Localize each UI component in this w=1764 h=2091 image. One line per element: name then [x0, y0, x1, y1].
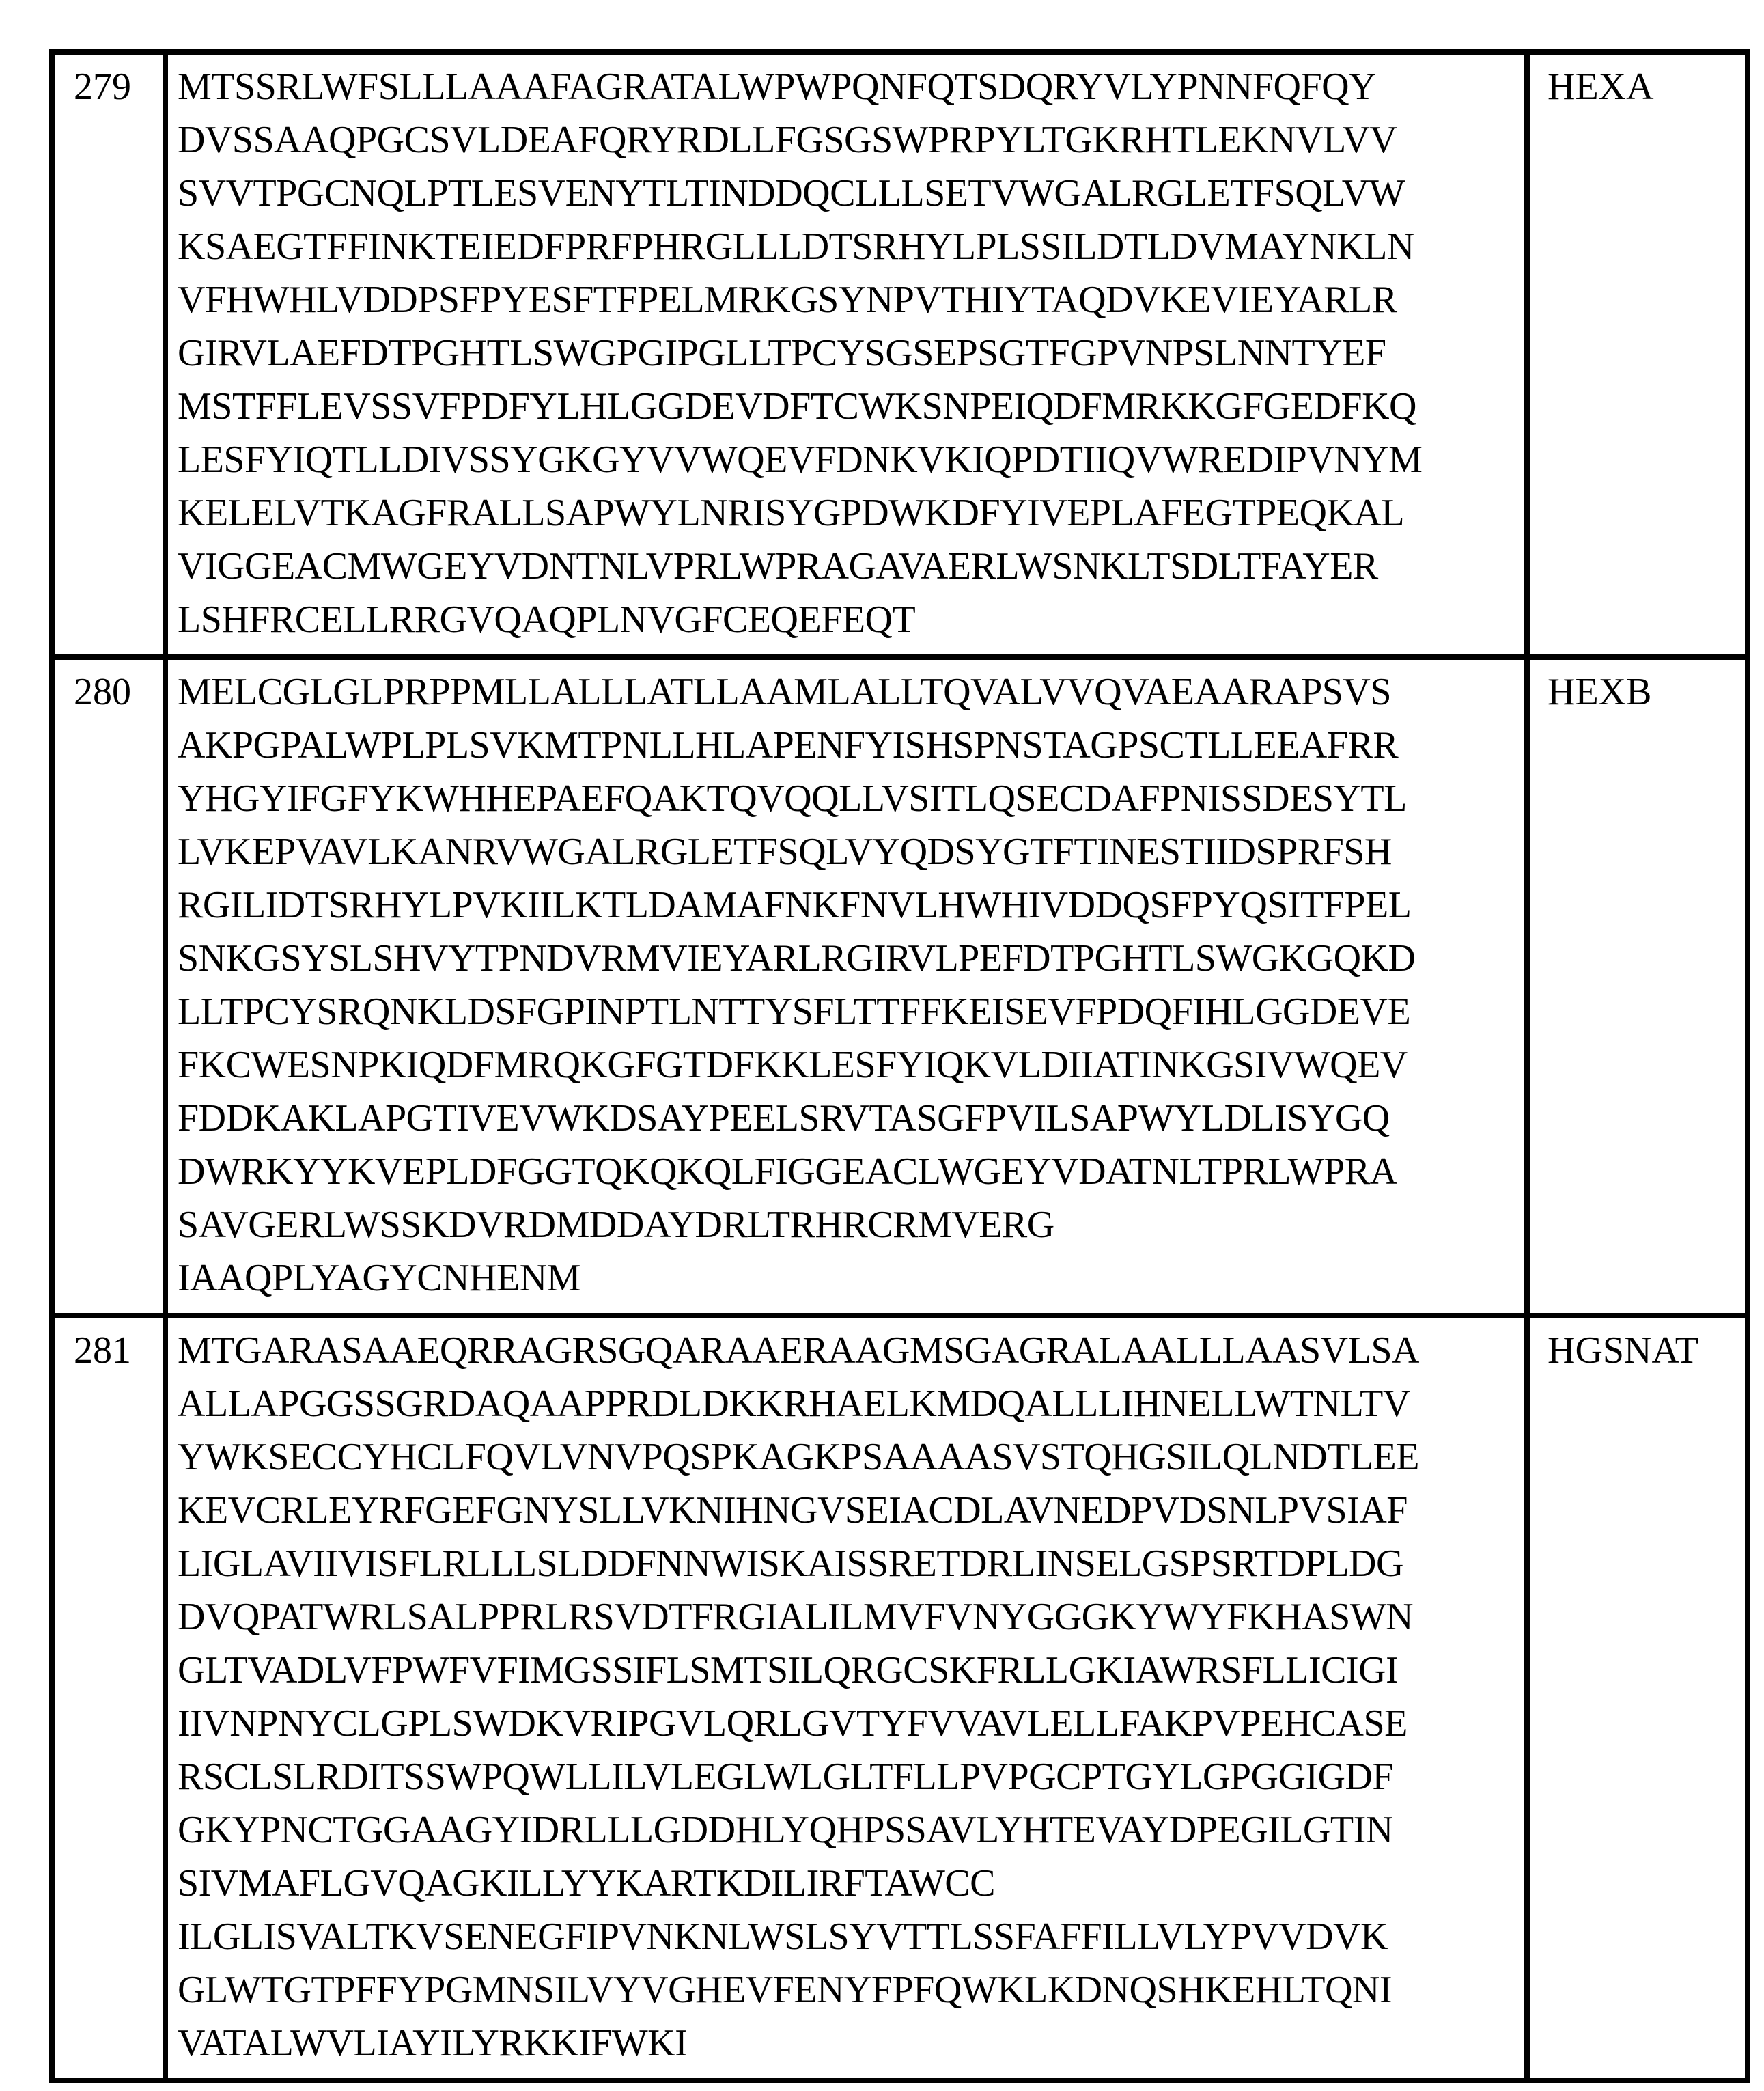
- sequence-block: [178, 60, 1524, 646]
- sequence-line: KEVCRLEYRFGEFGNYSLLVKNIHNGVSEIACDLAVNEDPVDSNLPVSIAF: [178, 1489, 1408, 1532]
- sequence-line: SVVTPGCNQLPTLESVENYTLTINDDQCLLLSETVWGALRGLETFSQLVW: [178, 172, 1405, 214]
- sequence-line: IIVNPNYCLGPLSWDKVRIPGVLQRLGVTYFVVAVLELLFAKPVPEHCASE: [178, 1702, 1408, 1745]
- sequence-line: VATALWVLIAYILYRKKIFWKI: [178, 2022, 688, 2064]
- sequence-line: DWRKYYKVEPLDFGGTQKQKQLFIGGEACLWGEYVDATNLTPRLWPRA: [178, 1150, 1397, 1193]
- sequence-line: FKCWESNPKIQDFMRQKGFGTDFKKLESFYIQKVLDIIATINKGSIVWQEV: [178, 1044, 1408, 1086]
- gene-label: HEXA: [1548, 66, 1654, 108]
- sequence-line: LIGLAVIIVISFLRLLLSLDDFNNWISKAISSRETDRLINSELGSPSRTDPLDG: [178, 1542, 1403, 1585]
- sequence-cell: [165, 52, 1527, 657]
- sequence-line: GIRVLAEFDTPGHTLSWGPGIPGLLTPCYSGSEPSGTFGPVNPSLNNTYEF: [178, 332, 1386, 374]
- sequence-line: SAVGERLWSSKDVRDMDDAYDRLTRHRCRMVERG: [178, 1204, 1054, 1246]
- sequence-cell: [165, 1316, 1527, 2081]
- sequence-line: FDDKAKLAPGTIVEVWKDSAYPEELSRVTASGFPVILSAPWYLDLISYGQ: [178, 1097, 1390, 1139]
- sequence-line: MTSSRLWFSLLLAAAFAGRATALWPWPQNFQTSDQRYVLYPNNFQFQY: [178, 66, 1376, 108]
- sequence-line: AKPGPALWPLPLSVKMTPNLLHLAPENFYISHSPNSTAGPSCTLLEEAFRR: [178, 724, 1399, 766]
- table-row: [52, 657, 1748, 1316]
- sequence-block: [178, 665, 1524, 1305]
- sequence-line: GLTVADLVFPWFVFIMGSSIFLSMTSILQRGCSKFRLLGKIAWRSFLLICIGI: [178, 1649, 1399, 1691]
- sequence-cell: [165, 657, 1527, 1316]
- seq-id-cell: [52, 52, 165, 657]
- sequence-line: SIVMAFLGVQAGKILLYYKARTKDILIRFTAWCC: [178, 1862, 996, 1905]
- seq-id: 280: [74, 671, 131, 713]
- gene-cell: [1527, 657, 1748, 1316]
- sequence-line: GKYPNCTGGAAGYIDRLLLGDDHLYQHPSSAVLYHTEVAYDPEGILGTIN: [178, 1809, 1393, 1851]
- seq-id-cell: [52, 1316, 165, 2081]
- sequence-line: KSAEGTFFINKTEIEDFPRFPHRGLLLDTSRHYLPLSSILDTLDVMAYNKLN: [178, 225, 1414, 268]
- sequence-line: MELCGLGLPRPPMLLALLLATLLAAMLALLTQVALVVQVAEAARAPSVS: [178, 671, 1391, 713]
- sequence-line: VFHWHLVDDPSFPYESFTFPELMRKGSYNPVTHIYTAQDVKEVIEYARLR: [178, 279, 1397, 321]
- sequence-line: LLTPCYSRQNKLDSFGPINPTLNTTYSFLTTFFKEISEVFPDQFIHLGGDEVE: [178, 991, 1411, 1033]
- table-row: [52, 1316, 1748, 2081]
- table-row: [52, 52, 1748, 657]
- gene-label: HGSNAT: [1548, 1329, 1698, 1372]
- sequence-line: IAAQPLYAGYCNHENM: [178, 1257, 580, 1299]
- gene-cell: [1527, 52, 1748, 657]
- sequence-line: MTGARASAAEQRRAGRSGQARAAERAAGMSGAGRALAALLLAASVLSA: [178, 1329, 1419, 1372]
- seq-id-cell: [52, 657, 165, 1316]
- seq-id: 279: [74, 66, 131, 108]
- sequence-line: VIGGEACMWGEYVDNTNLVPRLWPRAGAVAERLWSNKLTSDLTFAYER: [178, 545, 1378, 587]
- sequence-line: LVKEPVAVLKANRVWGALRGLETFSQLVYQDSYGTFTINESTIIDSPRFSH: [178, 831, 1392, 873]
- sequence-line: DVSSAAQPGCSVLDEAFQRYRDLLFGSGSWPRPYLTGKRHTLEKNVLVV: [178, 119, 1397, 161]
- sequence-line: DVQPATWRLSALPPRLRSVDTFRGIALILMVFVNYGGGKYWYFKHASWN: [178, 1596, 1414, 1638]
- sequence-block: [178, 1324, 1524, 2070]
- sequence-line: MSTFFLEVSSVFPDFYLHLGGDEVDFTCWKSNPEIQDFMRKKGFGEDFKQ: [178, 385, 1416, 428]
- sequence-line: YHGYIFGFYKWHHEPAEFQAKTQVQQLLVSITLQSECDAFPNISSDESYTL: [178, 777, 1407, 820]
- gene-label: HEXB: [1548, 671, 1652, 713]
- seq-id: 281: [74, 1329, 131, 1372]
- sequence-line: LESFYIQTLLDIVSSYGKGYVVWQEVFDNKVKIQPDTIIQVWREDIPVNYM: [178, 439, 1423, 481]
- sequence-line: KELELVTKAGFRALLSAPWYLNRISYGPDWKDFYIVEPLAFEGTPEQKAL: [178, 492, 1405, 534]
- sequence-line: YWKSECCYHCLFQVLVNVPQSPKAGKPSAAAASVSTQHGSILQLNDTLEE: [178, 1436, 1419, 1478]
- sequence-line: LSHFRCELLRRGVQAQPLNVGFCEQEFEQT: [178, 598, 916, 641]
- sequence-listing-table: [49, 49, 1750, 2083]
- sequence-line: ALLAPGGSSGRDAQAAPPRDLDKKRHAELKMDQALLLIHNELLWTNLTV: [178, 1383, 1410, 1425]
- sequence-line: ILGLISVALTKVSENEGFIPVNKNLWSLSYVTTLSSFAFFILLVLYPVVDVK: [178, 1915, 1388, 1958]
- sequence-line: GLWTGTPFFYPGMNSILVYVGHEVFENYFPFQWKLKDNQSHKEHLTQNI: [178, 1969, 1392, 2011]
- gene-cell: [1527, 1316, 1748, 2081]
- sequence-line: SNKGSYSLSHVYTPNDVRMVIEYARLRGIRVLPEFDTPGHTLSWGKGQKD: [178, 937, 1416, 980]
- sequence-line: RGILIDTSRHYLPVKIILKTLDAMAFNKFNVLHWHIVDDQSFPYQSITFPEL: [178, 884, 1412, 926]
- sequence-line: RSCLSLRDITSSWPQWLLILVLEGLWLGLTFLLPVPGCPTGYLGPGGIGDF: [178, 1756, 1394, 1798]
